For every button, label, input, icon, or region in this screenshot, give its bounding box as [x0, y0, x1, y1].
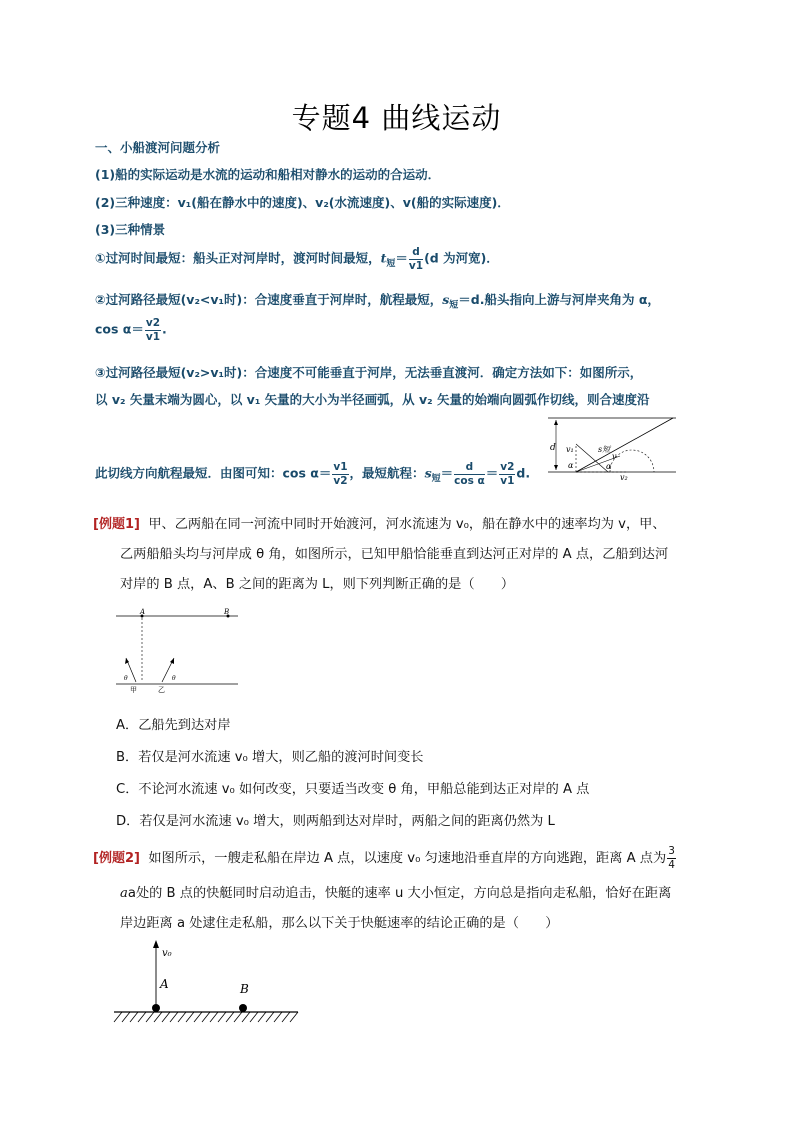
label-a: A: [140, 608, 146, 616]
case-3-line2: 以 v₂ 矢量末端为圆心，以 v₁ 矢量的大小为半径画弧，从 v₂ 矢量的始端向圆弧作切线，则合速度沿: [95, 392, 650, 407]
fraction: $\frac{v2}{v1}$: [500, 461, 515, 487]
section-heading: 一、小船渡河问题分析: [95, 140, 221, 155]
label-b: B: [240, 982, 249, 996]
point-b: [239, 1004, 247, 1012]
example-1-diagram: [112, 606, 242, 694]
fraction: $\frac{d}{\text{cos α}}$: [454, 461, 485, 487]
label-yi: 乙: [158, 686, 165, 694]
case-1: ①过河时间最短：船头正对河岸时，渡河时间最短，$t_短=$ $\frac{d}{v1}$ (d 为河宽)．: [95, 246, 499, 272]
label-jia: 甲: [130, 686, 137, 694]
case-3-line1: ③过河路径最短(v₂>v₁时)：合速度不可能垂直于河岸，无法垂直渡河．确定方法如下：如图所示，: [95, 365, 643, 380]
option-c: C．不论河水流速 v₀ 如何改变，只要适当改变 θ 角，甲船总能到达正对岸的 A 点: [116, 782, 590, 797]
label-v2: v₂: [620, 473, 628, 482]
arc: [610, 450, 654, 472]
option-a: A．乙船先到达对岸: [116, 718, 231, 733]
label-alpha-2: α: [606, 462, 612, 471]
label-theta-1: θ: [124, 675, 128, 682]
page-title: 专题4 曲线运动: [291, 101, 502, 135]
fraction: $\frac{d}{v1}$: [408, 246, 424, 272]
example-2-line1: [例题2] 如图所示，一艘走私船在岸边 A 点，以速度 v₀ 匀速地沿垂直岸的方向逃跑，距离 A 点为 $\frac{3}{4}$: [93, 845, 675, 871]
label-theta-2: θ: [172, 675, 176, 682]
label-b: B: [224, 608, 230, 616]
label-v1: v₁: [566, 445, 574, 454]
case-3-line3: 此切线方向航程最短．由图可知：cos α＝ $\frac{v1}{v2}$ ，最短航程：$s_短=$ $\frac{d}{\text{cos α}}$ ＝ $\frac{v2}{v1}$ d.: [95, 461, 531, 487]
example-2-line2: aa处的 B 点的快艇同时启动追击，快艇的速率 u 大小恒定，方向总是指向走私船，恰好在距离: [120, 886, 672, 901]
fraction: $\frac{v1}{v2}$: [333, 461, 348, 487]
option-d: D．若仅是河水流速 v₀ 增大，则两船到达对岸时，两船之间的距离仍然为 L: [116, 814, 555, 829]
example-1-tag: [例题1]: [93, 517, 140, 532]
label-d: d: [550, 443, 556, 453]
label-s: s短: [598, 445, 611, 454]
resultant-path: [576, 418, 673, 472]
case-2: ②过河路径最短(v₂<v₁时)：合速度垂直于河岸时，航程最短，$s_短=d$.船头指向上游与河岸夹角为 α，: [95, 292, 660, 311]
paragraph-1: (1)船的实际运动是水流的运动和船相对静水的运动的合运动．: [95, 167, 441, 182]
fraction: $\frac{3}{4}$: [668, 845, 675, 871]
example-1-line2: 乙两船船头均与河岸成 θ 角，如图所示，已知甲船恰能垂直到达河正对岸的 A 点，乙船到达河: [120, 547, 669, 562]
example-1-line1: [例题1] 甲、乙两船在同一河流中同时开始渡河，河水流速为 v₀，船在静水中的速率均为 v，甲、: [93, 517, 666, 532]
fraction: $\frac{v2}{v1}$: [145, 317, 161, 343]
shore-hatching: [114, 1012, 298, 1022]
example-2-line3: 岸边距离 a 处逮住走私船，那么以下关于快艇速率的结论正确的是（ ）: [120, 916, 559, 931]
point-a: [152, 1004, 160, 1012]
example-2-tag: [例题2]: [93, 851, 140, 866]
paragraph-3: (3)三种情景: [95, 222, 166, 237]
label-v: v: [612, 452, 617, 461]
example-1-line3: 对岸的 B 点，A、B 之间的距离为 L，则下列判断正确的是（ ）: [120, 577, 515, 592]
label-a: A: [160, 977, 169, 991]
example-2-diagram: [110, 938, 305, 1024]
paragraph-2: (2)三种速度：v₁(船在静水中的速度)、v₂(水流速度)、v(船的实际速度)．: [95, 195, 510, 210]
label-alpha: α: [568, 461, 574, 470]
river-crossing-diagram: [548, 412, 678, 482]
label-v0: v₀: [162, 948, 172, 959]
case-2-cos: cos α＝ $\frac{v2}{v1}$ .: [95, 317, 167, 343]
option-b: B．若仅是河水流速 v₀ 增大，则乙船的渡河时间变长: [116, 750, 424, 765]
